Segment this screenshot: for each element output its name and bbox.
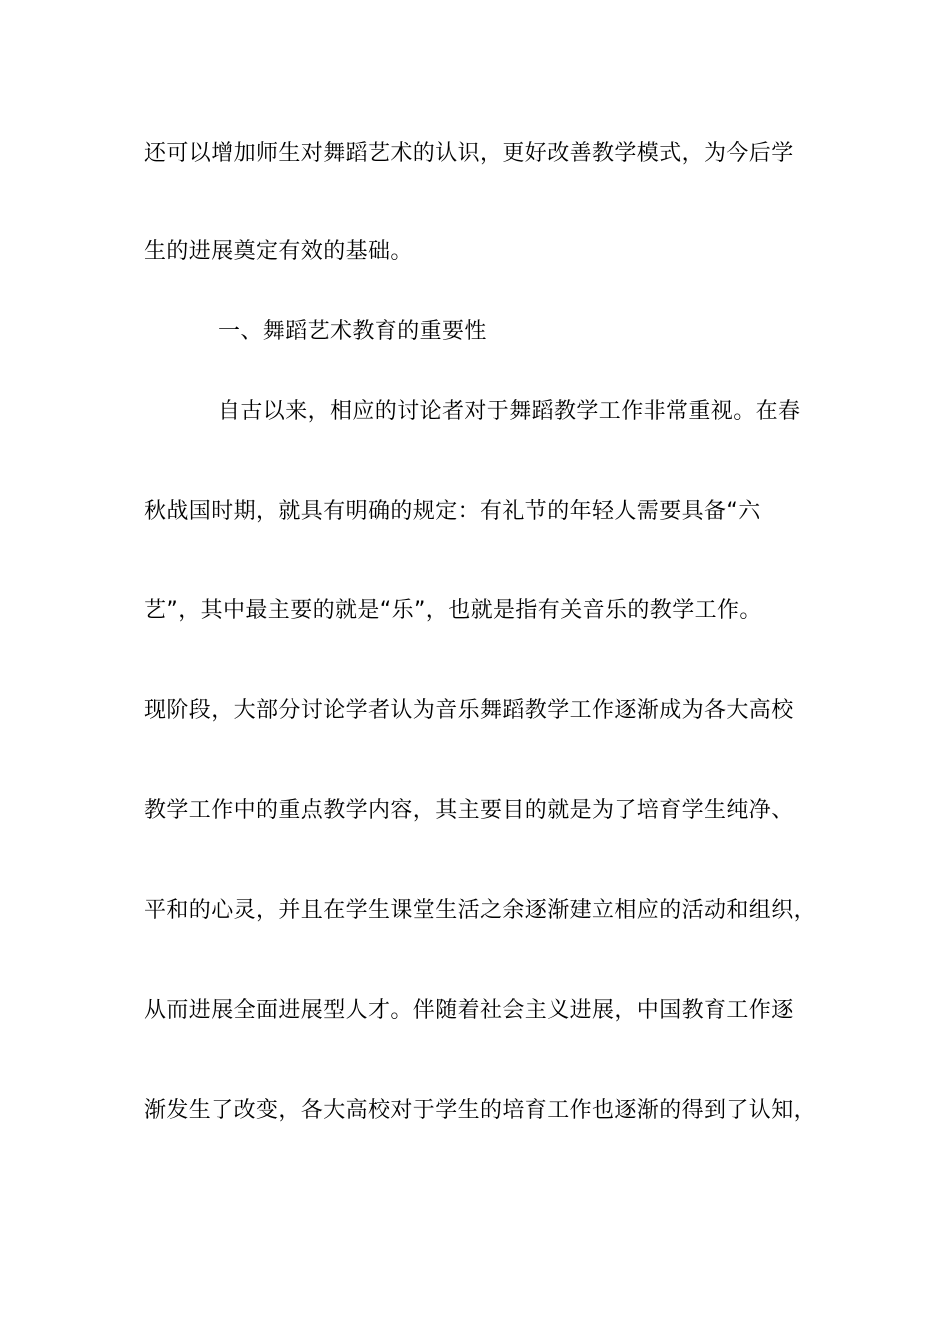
paragraph-line: 教学工作中的重点教学内容，其主要目的就是为了培育学生纯净、	[144, 798, 794, 823]
paragraph-line: 现阶段，大部分讨论学者认为音乐舞蹈教学工作逐渐成为各大高校	[144, 698, 794, 723]
paragraph-line: 艺”，其中最主要的就是“乐”，也就是指有关音乐的教学工作。	[144, 598, 762, 623]
paragraph-line: 自古以来，相应的讨论者对于舞蹈教学工作非常重视。在春	[218, 399, 801, 424]
paragraph-line: 生的进展奠定有效的基础。	[144, 239, 413, 264]
section-heading: 一、舞蹈艺术教育的重要性	[218, 319, 487, 344]
paragraph-line: 平和的心灵，并且在学生课堂生活之余逐渐建立相应的活动和组织，	[144, 898, 817, 923]
paragraph-line: 秋战国时期，就具有明确的规定：有礼节的年轻人需要具备“六	[144, 499, 761, 524]
paragraph-line: 渐发生了改变，各大高校对于学生的培育工作也逐渐的得到了认知，	[144, 1098, 817, 1123]
paragraph-line: 还可以增加师生对舞蹈艺术的认识，更好改善教学模式，为今后学	[144, 141, 794, 166]
paragraph-line: 从而进展全面进展型人才。伴随着社会主义进展，中国教育工作逐	[144, 998, 794, 1023]
